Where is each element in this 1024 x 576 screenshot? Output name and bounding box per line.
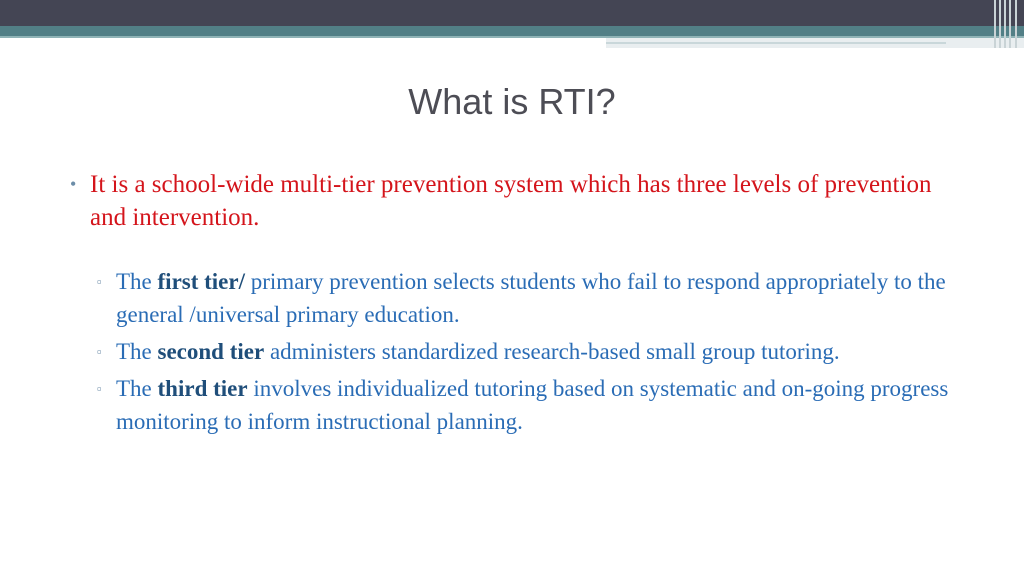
sub-bullet-marker: ▫ bbox=[97, 381, 102, 396]
sub-bullet-bold: third tier bbox=[157, 376, 248, 401]
slide-title: What is RTI? bbox=[408, 81, 616, 122]
header-accent-line bbox=[606, 42, 946, 44]
sub-bullet-bold: first tier/ bbox=[157, 269, 245, 294]
bullet-main-text: It is a school-wide multi-tier prevention system which has three levels of prevention and intervention. bbox=[90, 171, 932, 231]
bullet-main bbox=[70, 168, 970, 234]
sub-bullet-prefix: The bbox=[116, 376, 158, 401]
sub-bullet-prefix: The bbox=[116, 269, 158, 294]
sub-bullet-second-tier bbox=[97, 335, 970, 368]
sub-bullet-marker: ▫ bbox=[97, 344, 102, 359]
header-bar bbox=[0, 0, 1024, 26]
sub-bullet-list bbox=[97, 265, 970, 438]
sub-bullet-third-tier bbox=[97, 372, 970, 438]
sub-bullet-first-tier bbox=[97, 265, 970, 331]
sub-bullet-marker: ▫ bbox=[97, 274, 102, 289]
sub-bullet-rest: primary prevention selects students who fail to respond appropriately to the general /universal primary education. bbox=[116, 269, 946, 327]
sub-bullet-rest: administers standardized research-based small group tutoring. bbox=[264, 339, 840, 364]
sub-bullet-prefix: The bbox=[116, 339, 158, 364]
sub-bullet-bold: second tier bbox=[157, 339, 265, 364]
bullet-marker: • bbox=[70, 174, 77, 194]
header-teal-band bbox=[0, 26, 1024, 36]
sub-bullet-rest: involves individualized tutoring based on systematic and on-going progress monitoring to inform instructional planning. bbox=[116, 376, 949, 434]
slide-body bbox=[70, 168, 970, 442]
